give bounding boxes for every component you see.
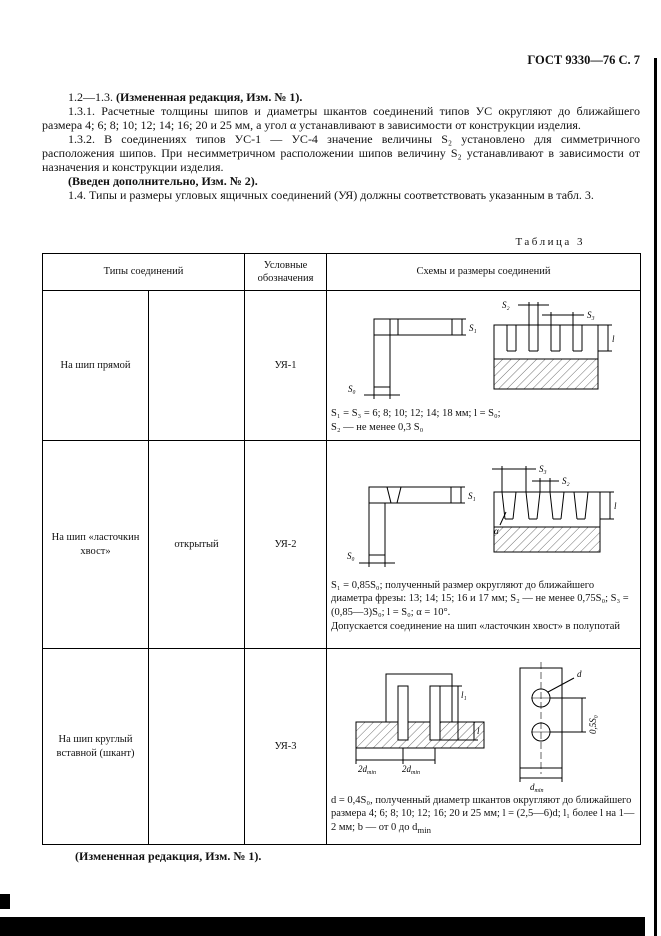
joint-designation: УЯ-1 [245,291,327,441]
uya1-joint-diagram [344,297,624,405]
scheme-notes [331,407,636,434]
dim-label-s2: S₂ [561,475,570,486]
joint-designation: УЯ-2 [245,441,327,649]
table-row [43,291,641,441]
uya3-joint-diagram [344,658,624,792]
dim-label-s2: S₂ [501,300,510,311]
paragraph: 1.3.2. В соединениях типов УС-1 — УС-4 значение величины S₂ установлено для симметричного расположения шипов. При несимметричном расположении шипов величину S₂ устанавливают в зависимости от назначения и конструкции изделия. [42,132,640,175]
paragraph: 1.3.1. Расчетные толщины шипов и диаметры шкантов соединений типов УС округляют до ближайшего размера 4; 6; 8; 10; 12; 14; 16; 20 и 25 мм, а угол α устанавливают в зависимости от конструкции изделия. [42,104,640,133]
scheme-notes [331,794,636,837]
joint-type: На шип прямой [43,291,149,441]
joint-subtype [149,291,245,441]
paragraph: 1.4. Типы и размеры угловых ящичных соединений (УЯ) должны соответствовать указанным в табл. 3. [68,188,594,203]
body-text [42,90,640,202]
dim-label-l1: l₁ [460,689,467,700]
scan-artifact-right [654,58,657,936]
dim-label-s3: S₃ [586,310,595,321]
table-row [43,649,641,845]
dim-label-2dmin: $2d_{min}$ [357,763,376,776]
scheme-cell [327,291,641,441]
note-line: S₁ = S₃ = 6; 8; 10; 12; 14; 18 мм; l = S₀; [331,408,501,420]
note-line: S₂ — не менее 0,3 S₀ [331,422,424,433]
dim-label-l: l [611,334,615,345]
col-header-schemes: Схемы и размеры соединений [327,254,641,291]
note-line: d = 0,4S₀, полученный диаметр шкантов округляют до ближайшего размера 4; 6; 8; 10; 12; 16; 20 и 25 мм; l = (2,5—6)d; l₁ более l на 1—2 мм; b — от 0 до $d_{min}$ [331,794,635,835]
amendment-footer: (Измененная редакция, Изм. № 1). [75,849,262,863]
table-header-row [43,254,641,291]
scan-artifact-bottom [0,917,645,936]
dim-label-s0: S₀ [347,384,356,395]
paragraph [42,90,640,104]
dim-label-half-s0: 0,5S₀ [587,714,598,734]
table-row [43,441,641,649]
clause-number: 1.2—1.3. [68,90,116,104]
note-line: Допускается соединение на шип «ласточкин хвост» в полупотай [331,620,621,632]
note-line: S₁ = 0,85S₀; полученный размер округляют до ближайшего диаметра фрезы: 13; 14; 15; 16 и 17 мм; S₂ — не менее 0,75S₀; S₃ = (0,85—3)S₀; l = S₀; α = 10°. [331,579,629,618]
joint-type: На шип круглый вставной (шкант) [43,649,149,845]
amendment-note: (Введен дополнительно, Изм. № 2). [68,174,258,189]
dim-label-dmin: $d_{min}$ [529,781,544,792]
table-caption: Таблица 3 [515,236,585,248]
dim-label-alpha: α [493,525,499,536]
scheme-cell [327,441,641,649]
col-header-types: Типы соединений [43,254,245,291]
joint-subtype [149,649,245,845]
joint-type: На шип «ласточкин хвост» [43,441,149,649]
page-header: ГОСТ 9330—76 С. 7 [527,53,640,67]
joint-designation: УЯ-3 [245,649,327,845]
scheme-cell [327,649,641,845]
dim-label-l: l [476,725,480,736]
dim-label-l: l [613,500,617,511]
dim-label-s0: S₀ [346,550,355,561]
amendment-note: (Измененная редакция, Изм. № 1). [116,90,303,104]
dim-label-d: d [576,668,582,679]
dim-label-2dmin: $2d_{min}$ [401,763,420,776]
dim-label-s1: S₁ [467,490,476,501]
dim-label-s1: S₁ [468,323,477,334]
scan-artifact-left [0,894,10,909]
dim-label-s3: S₃ [538,463,547,474]
col-header-designation: Условные обозначения [245,254,327,291]
scheme-notes [331,579,636,634]
joints-table [42,253,641,845]
joint-subtype: открытый [149,441,245,649]
subscript-min: min [417,825,432,835]
uya2-joint-diagram [344,457,624,577]
